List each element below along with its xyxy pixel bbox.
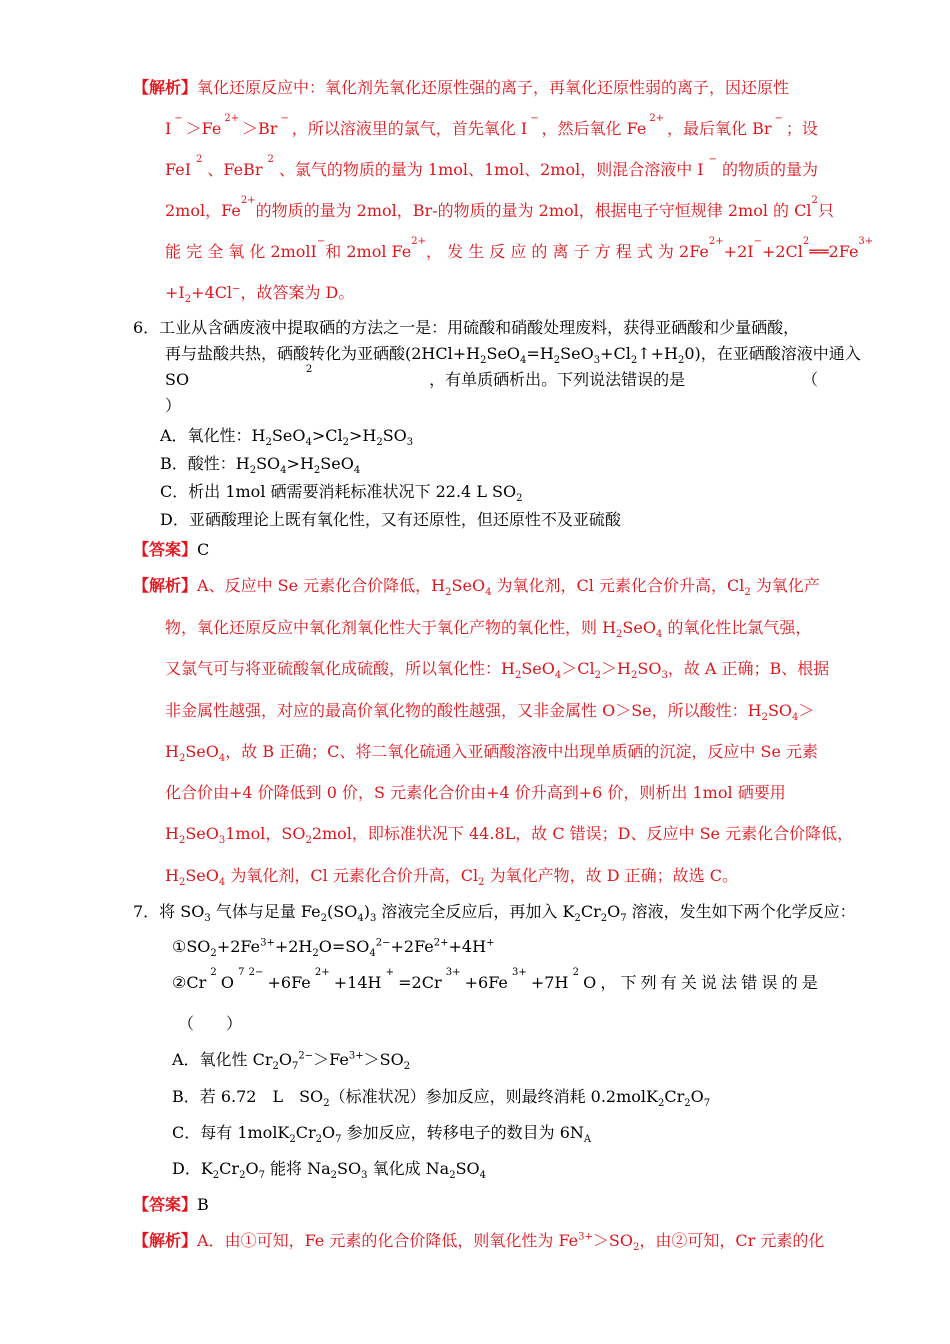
line-text: 化合价由+4 价降低到 0 价，S 元素化合价由+4 价升高到+6 价，则析出 1mol 硒要用	[165, 783, 786, 802]
text-line	[160, 510, 813, 530]
text-line	[160, 426, 813, 449]
text-line	[165, 659, 830, 682]
line-text: 6．工业从含硒废液中提取硒的方法之一是：用硫酸和硝酸处理废料，获得亚硒酸和少量硒酸，	[133, 318, 800, 337]
text-line	[165, 396, 818, 416]
section-label: 【解析】	[133, 78, 198, 97]
line-text: FeI 2 、FeBr 2 、氯气的物质的量为 1mol、1mol、2mol，则混合溶液中 I − 的物质的量为	[165, 154, 818, 179]
text-line	[165, 195, 834, 221]
text-line	[160, 482, 813, 505]
line-text: 氧化还原反应中：氧化剂先氧化还原性强的离子，再氧化还原性弱的离子，因还原性	[197, 78, 790, 97]
line-text: A．由①可知，Fe 元素的化合价降低，则氧化性为 $Fe^{3+}>SO_2$，由②可知，Cr 元素的化	[197, 1231, 825, 1254]
line-text: $H_2SeO_4$ 为氧化剂，Cl 元素化合价升高，$Cl_2$ 为氧化产物，故 D 正确；故选 C。	[165, 866, 738, 889]
text-line	[165, 783, 818, 803]
text-line	[172, 1159, 772, 1182]
line-text: D．亚硒酸理论上既有氧化性，又有还原性，但还原性不及亚硫酸	[160, 510, 621, 529]
line-text: （ ）	[178, 1014, 243, 1033]
text-line	[172, 1123, 772, 1146]
line-text: B．若 6.72 L $SO_2$（标准状况）参加反应，则最终消耗 $0.2molK_2Cr_2O_7$	[172, 1087, 711, 1110]
section-label: 【答案】	[133, 540, 198, 559]
text-line	[165, 154, 818, 180]
text-line	[165, 344, 861, 367]
line-text: $H_2SeO_4$，故 B 正确；C、将二氧化硫通入亚硒酸溶液中出现单质硒的沉淀，反应中 Se 元素	[165, 742, 819, 765]
text-line	[165, 113, 818, 139]
text-line	[165, 618, 818, 641]
text-line	[165, 364, 818, 390]
line-text: D．$K_2Cr_2O_7$ 能将 $Na_2SO_3$ 氧化成 $Na_2SO_4$	[172, 1159, 487, 1182]
line-text: ②Cr 2 O 7 2− +6Fe 2+ +14H + =2Cr 3+ +6Fe 3+ +7H 2 O ， 下 列 有 关 说 法 错 误 的 是	[172, 967, 818, 992]
line-text: SO 2 ，有单质硒析出。下列说法错误的是 （	[165, 364, 818, 389]
line-text: A．氧化性：$H_2SeO_4>Cl_2>H_2SO_3$	[160, 426, 414, 449]
line-text: 能 完 全 氧 化 2molI − 和 2mol Fe 2+ ， 发 生 反 应 的 离 子 方 程 式 为 2Fe 2+ +2I − +2Cl 2 ══2Fe 3+	[165, 236, 874, 261]
line-text: ）	[165, 396, 182, 415]
text-line	[165, 824, 854, 847]
line-text: $H_2SeO_31mol$，$SO_22mol$，即标准状况下 44.8L，故 C 错误；D、反应中 Se 元素化合价降低，	[165, 824, 854, 847]
line-text: I − ＞Fe 2+ ＞Br − ，所以溶液里的氯气，首先氧化 I − ，然后氧化 Fe 2+ ，最后氧化 Br − ；设	[165, 113, 818, 138]
line-text: 非金属性越强，对应的最高价氧化物的酸性越强，又非金属性 O＞Se，所以酸性：$H_2SO_4>$	[165, 701, 815, 724]
line-text: B	[197, 1195, 209, 1214]
line-text: B．酸性：$H_2SO_4>H_2SeO_4$	[160, 454, 361, 477]
text-line	[172, 967, 818, 993]
text-line	[133, 540, 433, 560]
text-line	[172, 1050, 772, 1073]
line-text: 再与盐酸共热，硒酸转化为亚硒酸$(2HCl+H_2SeO_4=H_2SeO_3+Cl_2↑+H_20)$，在亚硒酸溶液中通入	[165, 344, 861, 367]
text-line	[165, 742, 819, 765]
text-line	[133, 576, 820, 599]
line-text: C	[197, 540, 210, 559]
text-line	[178, 1014, 378, 1034]
line-text: 物，氧化还原反应中氧化剂氧化性大于氧化产物的氧化性，则 $H_2SeO_4$ 的氧化性比氯气强，	[165, 618, 812, 641]
line-text: A、反应中 Se 元素化合价降低，$H_2SeO_4$ 为氧化剂，Cl 元素化合价升高，$Cl_2$ 为氧化产	[197, 576, 820, 599]
text-line	[165, 701, 818, 724]
text-line	[133, 318, 818, 338]
text-line	[165, 283, 818, 306]
line-text: C．每有 $1molK_2Cr_2O_7$ 参加反应，转移电子的数目为 $6N_A$	[172, 1123, 592, 1146]
text-line	[172, 1087, 772, 1110]
section-label: 【答案】	[133, 1195, 198, 1214]
line-text: $+I_2+4Cl^-$，故答案为 D。	[165, 283, 355, 306]
text-line	[165, 866, 818, 889]
line-text: 2mol，Fe 2+ 的物质的量为 2mol，Br-的物质的量为 2mol，根据电子守恒规律 2mol 的 Cl 2 只	[165, 195, 834, 220]
line-text: 7．将 $SO_3$ 气体与足量 $Fe_2(SO_4)_3$ 溶液完全反应后，再加入 $K_2Cr_2O_7$ 溶液，发生如下两个化学反应：	[133, 902, 856, 925]
text-line	[165, 236, 874, 262]
text-line	[133, 1231, 825, 1254]
line-text: A．氧化性 $Cr_2O_7^{2-}>Fe^{3+}>SO_2$	[172, 1050, 411, 1073]
line-text: C．析出 1mol 硒需要消耗标准状况下 22.4 L $SO_2$	[160, 482, 523, 505]
text-line	[133, 1195, 433, 1215]
text-line	[133, 902, 856, 925]
section-label: 【解析】	[133, 576, 198, 595]
line-text: 又氯气可与将亚硫酸氧化成硫酸，所以氧化性：$H_2SeO_4>Cl_2>H_2SO_3$，故 A 正确；B、根据	[165, 659, 830, 682]
section-label: 【解析】	[133, 1231, 198, 1250]
text-line	[172, 937, 772, 960]
text-line	[133, 78, 818, 98]
text-line	[160, 454, 813, 477]
line-text: $①SO_2+2Fe^{3+}+2H_2O=SO_4^{2-}+2Fe^{2+}+4H^+$	[172, 937, 495, 960]
